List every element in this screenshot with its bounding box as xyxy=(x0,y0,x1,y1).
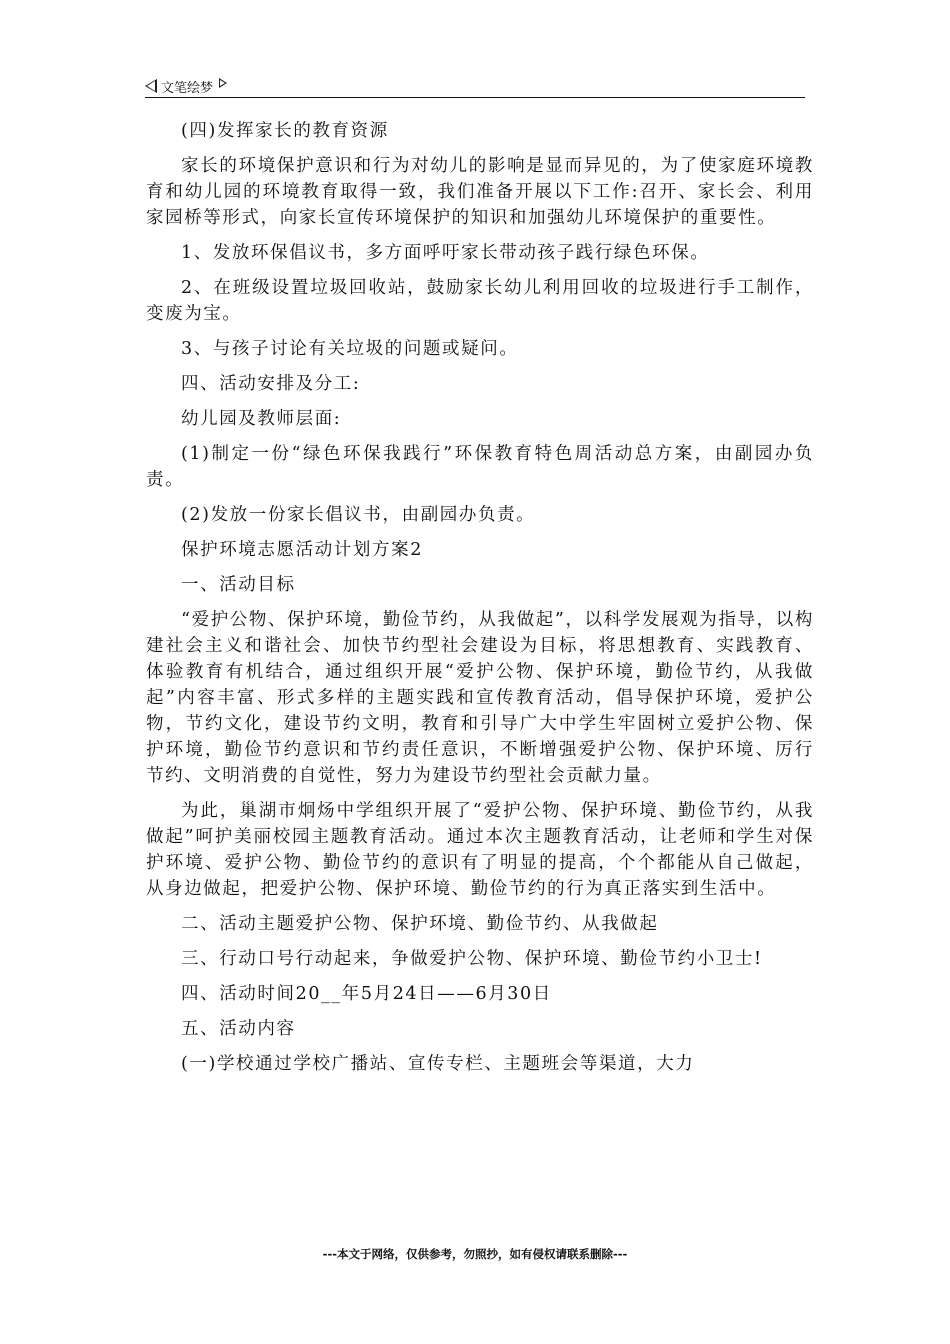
section-heading: 一、活动目标 xyxy=(181,575,296,595)
section-heading: 四、活动安排及分工: xyxy=(181,374,361,394)
section-heading: 三、行动口号行动起来，争做爱护公物、保护环境、勤俭节约小卫士! xyxy=(181,949,763,969)
triangle-right-icon xyxy=(219,78,227,88)
page-header xyxy=(145,74,805,98)
document-body xyxy=(146,118,814,1086)
triangle-left-icon xyxy=(145,79,157,93)
section-heading: 五、活动内容 xyxy=(181,1019,296,1039)
document-subtitle: 保护环境志愿活动计划方案2 xyxy=(181,540,423,560)
paragraph: 为此，巢湖市炯炀中学组织开展了“爱护公物、保护环境、勤俭节约，从我做起”呵护美丽校园主题教育活动。通过本次主题教育活动，让老师和学生对保护环境、爱护公物、勤俭节约的意识有了明显的提高，个个都能从自己做起，从身边做起，把爱护公物、保护环境、勤俭节约的行为真正落实到生活中。 xyxy=(146,801,814,899)
paragraph: 3、与孩子讨论有关垃圾的问题或疑问。 xyxy=(181,339,519,359)
paragraph: 幼儿园及教师层面: xyxy=(181,409,342,429)
paragraph: (1)制定一份“绿色环保我践行”环保教育特色周活动总方案，由副园办负责。 xyxy=(146,444,814,490)
section-heading: 四、活动时间20__年5月24日——6月30日 xyxy=(181,984,552,1004)
footer-notice: ---本文于网络，仅供参考，勿照抄，如有侵权请联系删除--- xyxy=(322,1247,628,1261)
paragraph: “爱护公物、保护环境，勤俭节约，从我做起”，以科学发展观为指导，以构建社会主义和谐社会、加快节约型社会建设为目标，将思想教育、实践教育、体验教育有机结合，通过组织开展“爱护公物、保护环境，勤俭节约，从我做起”内容丰富、形式多样的主题实践和宣传教育活动，倡导保护环境，爱护公物，节约文化，建设节约文明，教育和引导广大中学生牢固树立爱护公物、保护环境，勤俭节约意识和节约责任意识，不断增强爱护公物、保护环境、厉行节约、文明消费的自觉性，努力为建设节约型社会贡献力量。 xyxy=(146,610,814,786)
paragraph: 2、在班级设置垃圾回收站，鼓励家长幼儿利用回收的垃圾进行手工制作，变废为宝。 xyxy=(146,278,814,324)
paragraph: (一)学校通过学校广播站、宣传专栏、主题班会等渠道，大力 xyxy=(181,1054,695,1074)
header-brand: 文笔绘梦 xyxy=(161,80,214,96)
header-divider xyxy=(145,97,805,98)
paragraph: (四)发挥家长的教育资源 xyxy=(181,121,389,141)
paragraph: 家长的环境保护意识和行为对幼儿的影响是显而异见的，为了使家庭环境教育和幼儿园的环境教育取得一致，我们准备开展以下工作:召开、家长会、利用家园桥等形式，向家长宣传环境保护的知识和加强幼儿环境保护的重要性。 xyxy=(146,156,814,228)
paragraph: (2)发放一份家长倡议书，由副园办负责。 xyxy=(181,505,536,525)
section-heading: 二、活动主题爱护公物、保护环境、勤俭节约、从我做起 xyxy=(181,914,659,934)
paragraph: 1、发放环保倡议书，多方面呼吁家长带动孩子践行绿色环保。 xyxy=(181,243,710,263)
